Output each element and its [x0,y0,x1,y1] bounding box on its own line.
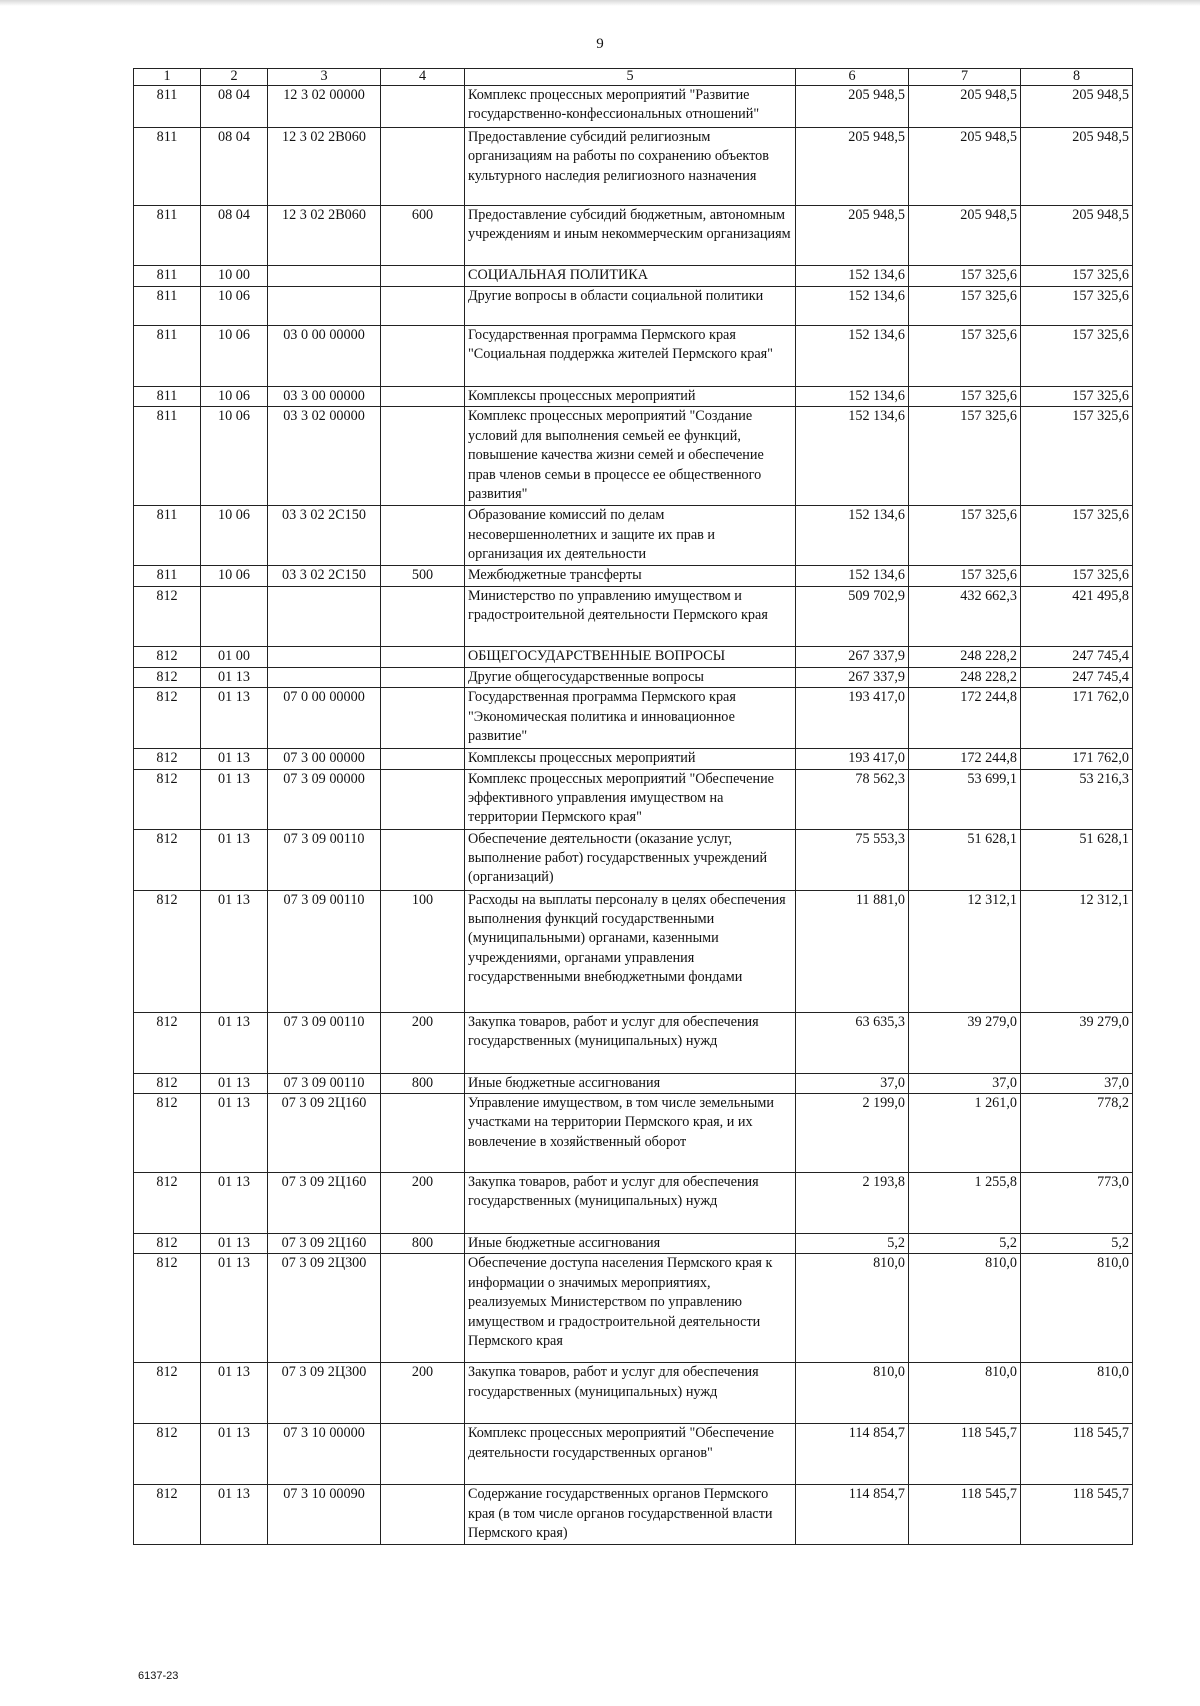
cell-admin-code: 812 [134,749,201,769]
cell-expense-type [381,407,465,506]
table-row [134,86,1133,128]
table-row [134,266,1133,287]
cell-amount-year1: 2 199,0 [796,1094,909,1173]
cell-target-article: 07 0 00 00000 [268,688,381,749]
cell-amount-year3: 810,0 [1021,1363,1133,1424]
cell-amount-year2: 248 228,2 [909,646,1021,667]
cell-amount-year1: 509 702,9 [796,586,909,646]
cell-expense-type [381,688,465,749]
table-row [134,890,1133,1012]
cell-amount-year2: 157 325,6 [909,326,1021,387]
cell-amount-year2: 118 545,7 [909,1424,1021,1485]
cell-amount-year1: 193 417,0 [796,749,909,769]
cell-expense-type: 200 [381,1012,465,1073]
cell-amount-year2: 157 325,6 [909,506,1021,566]
cell-amount-year1: 152 134,6 [796,407,909,506]
cell-amount-year3: 157 325,6 [1021,387,1133,407]
cell-name: Другие общегосударственные вопросы [465,667,796,687]
table-row [134,829,1133,890]
cell-expense-type [381,769,465,829]
cell-amount-year2: 157 325,6 [909,287,1021,326]
cell-target-article: 12 3 02 00000 [268,86,381,128]
cell-amount-year2: 157 325,6 [909,566,1021,586]
cell-target-article [268,646,381,667]
cell-name: Закупка товаров, работ и услуг для обеспечения государственных (муниципальных) нужд [465,1363,796,1424]
cell-name: Управление имуществом, в том числе земельными участками на территории Пермского края, и их вовлечение в хозяйственный оборот [465,1094,796,1173]
table-row [134,1012,1133,1073]
cell-amount-year1: 114 854,7 [796,1424,909,1485]
cell-target-article: 07 3 10 00090 [268,1485,381,1545]
cell-name: Иные бюджетные ассигнования [465,1234,796,1254]
cell-amount-year1: 205 948,5 [796,86,909,128]
table-row [134,1363,1133,1424]
cell-target-article [268,287,381,326]
cell-amount-year3: 778,2 [1021,1094,1133,1173]
cell-expense-type: 600 [381,206,465,266]
cell-amount-year1: 152 134,6 [796,287,909,326]
table-row [134,688,1133,749]
cell-amount-year1: 152 134,6 [796,566,909,586]
table-row [134,1424,1133,1485]
cell-admin-code: 812 [134,1363,201,1424]
cell-expense-type [381,1254,465,1363]
cell-amount-year3: 171 762,0 [1021,688,1133,749]
cell-admin-code: 812 [134,1173,201,1234]
cell-amount-year2: 810,0 [909,1363,1021,1424]
cell-target-article: 03 3 02 2С150 [268,506,381,566]
cell-target-article: 07 3 09 00110 [268,1012,381,1073]
cell-amount-year1: 37,0 [796,1073,909,1093]
cell-name: Комплекс процессных мероприятий "Создание условий для выполнения семьей ее функций, повышение качества жизни семей и обеспечение прав членов семьи в процессе ее общественного развития" [465,407,796,506]
cell-expense-type [381,586,465,646]
table-row [134,1073,1133,1093]
cell-admin-code: 812 [134,1012,201,1073]
cell-name: Предоставление субсидий религиозным организациям на работы по сохранению объектов культурного наследия религиозного назначения [465,128,796,206]
table-row [134,1254,1133,1363]
cell-amount-year2: 1 261,0 [909,1094,1021,1173]
cell-amount-year1: 810,0 [796,1363,909,1424]
cell-admin-code: 811 [134,128,201,206]
column-header: 6 [796,69,909,86]
cell-name: Другие вопросы в области социальной политики [465,287,796,326]
cell-amount-year1: 152 134,6 [796,387,909,407]
cell-amount-year2: 205 948,5 [909,86,1021,128]
cell-target-article: 12 3 02 2В060 [268,206,381,266]
cell-admin-code: 812 [134,1234,201,1254]
page-number: 9 [596,36,604,52]
cell-target-article: 07 3 09 2Ц160 [268,1234,381,1254]
cell-section-code: 08 04 [201,128,268,206]
cell-admin-code: 811 [134,326,201,387]
cell-amount-year3: 157 325,6 [1021,266,1133,287]
cell-amount-year1: 114 854,7 [796,1485,909,1545]
cell-amount-year3: 118 545,7 [1021,1485,1133,1545]
cell-admin-code: 812 [134,688,201,749]
cell-amount-year2: 157 325,6 [909,407,1021,506]
cell-amount-year1: 267 337,9 [796,667,909,687]
cell-amount-year2: 39 279,0 [909,1012,1021,1073]
cell-expense-type [381,287,465,326]
cell-amount-year2: 37,0 [909,1073,1021,1093]
cell-amount-year2: 12 312,1 [909,890,1021,1012]
cell-name: Образование комиссий по делам несовершеннолетних и защите их прав и организация их деятельности [465,506,796,566]
cell-section-code: 01 13 [201,1012,268,1073]
cell-amount-year2: 53 699,1 [909,769,1021,829]
table-row [134,749,1133,769]
cell-admin-code: 811 [134,86,201,128]
cell-target-article: 07 3 10 00000 [268,1424,381,1485]
cell-amount-year2: 172 244,8 [909,688,1021,749]
table-row [134,1173,1133,1234]
cell-name: Предоставление субсидий бюджетным, автономным учреждениям и иным некоммерческим организациям [465,206,796,266]
document-id: 6137-23 [138,1670,179,1682]
cell-amount-year1: 152 134,6 [796,266,909,287]
cell-admin-code: 811 [134,266,201,287]
cell-section-code: 01 13 [201,1173,268,1234]
cell-name: Комплексы процессных мероприятий [465,749,796,769]
cell-name: Закупка товаров, работ и услуг для обеспечения государственных (муниципальных) нужд [465,1012,796,1073]
cell-expense-type [381,1485,465,1545]
cell-name: Межбюджетные трансферты [465,566,796,586]
cell-amount-year3: 810,0 [1021,1254,1133,1363]
cell-section-code: 10 06 [201,566,268,586]
cell-name: Иные бюджетные ассигнования [465,1073,796,1093]
cell-section-code: 08 04 [201,86,268,128]
cell-expense-type [381,1094,465,1173]
cell-expense-type [381,506,465,566]
cell-amount-year2: 157 325,6 [909,266,1021,287]
cell-expense-type: 800 [381,1073,465,1093]
table-row [134,506,1133,566]
cell-amount-year3: 157 325,6 [1021,326,1133,387]
cell-name: Государственная программа Пермского края "Экономическая политика и инновационное развитие" [465,688,796,749]
column-header: 7 [909,69,1021,86]
cell-section-code: 01 13 [201,890,268,1012]
cell-admin-code: 812 [134,667,201,687]
cell-amount-year3: 247 745,4 [1021,667,1133,687]
cell-amount-year1: 75 553,3 [796,829,909,890]
cell-expense-type [381,829,465,890]
cell-section-code: 01 13 [201,1424,268,1485]
cell-name: Министерство по управлению имуществом и градостроительной деятельности Пермского края [465,586,796,646]
cell-section-code: 01 13 [201,769,268,829]
cell-expense-type [381,749,465,769]
cell-name: ОБЩЕГОСУДАРСТВЕННЫЕ ВОПРОСЫ [465,646,796,667]
cell-amount-year1: 267 337,9 [796,646,909,667]
cell-section-code: 10 06 [201,326,268,387]
table-row [134,128,1133,206]
cell-admin-code: 812 [134,1254,201,1363]
cell-admin-code: 811 [134,566,201,586]
column-header: 5 [465,69,796,86]
cell-name: Обеспечение доступа населения Пермского края к информации о значимых мероприятиях, реализуемых Министерством по управлению имуществом и градостроительной деятельности Пермского края [465,1254,796,1363]
cell-amount-year2: 205 948,5 [909,206,1021,266]
cell-section-code: 10 06 [201,506,268,566]
column-header: 3 [268,69,381,86]
cell-amount-year3: 118 545,7 [1021,1424,1133,1485]
cell-target-article: 07 3 09 00110 [268,890,381,1012]
cell-name: Комплекс процессных мероприятий "Обеспечение эффективного управления имуществом на территории Пермского края" [465,769,796,829]
cell-section-code: 01 13 [201,1234,268,1254]
cell-expense-type: 200 [381,1173,465,1234]
cell-amount-year2: 157 325,6 [909,387,1021,407]
cell-target-article: 07 3 09 00110 [268,829,381,890]
cell-target-article: 07 3 09 2Ц300 [268,1254,381,1363]
cell-amount-year3: 205 948,5 [1021,86,1133,128]
header-row [134,69,1133,86]
cell-amount-year1: 11 881,0 [796,890,909,1012]
cell-expense-type [381,387,465,407]
cell-amount-year2: 172 244,8 [909,749,1021,769]
cell-expense-type: 100 [381,890,465,1012]
column-header: 1 [134,69,201,86]
cell-amount-year3: 421 495,8 [1021,586,1133,646]
cell-amount-year1: 193 417,0 [796,688,909,749]
table-row [134,667,1133,687]
cell-name: Комплексы процессных мероприятий [465,387,796,407]
cell-amount-year1: 78 562,3 [796,769,909,829]
cell-expense-type [381,128,465,206]
cell-name: Расходы на выплаты персоналу в целях обеспечения выполнения функций государственными (муниципальными) органами, казенными учреждениями, органами управления государственными внебюджетными фондами [465,890,796,1012]
cell-amount-year2: 1 255,8 [909,1173,1021,1234]
cell-name: Комплекс процессных мероприятий "Развитие государственно-конфессиональных отношений" [465,86,796,128]
cell-section-code: 01 13 [201,667,268,687]
cell-target-article: 07 3 00 00000 [268,749,381,769]
cell-section-code: 01 13 [201,1254,268,1363]
cell-expense-type [381,646,465,667]
cell-amount-year3: 157 325,6 [1021,407,1133,506]
cell-admin-code: 812 [134,1073,201,1093]
cell-amount-year2: 5,2 [909,1234,1021,1254]
table-row [134,387,1133,407]
cell-expense-type: 800 [381,1234,465,1254]
cell-amount-year1: 2 193,8 [796,1173,909,1234]
cell-amount-year3: 39 279,0 [1021,1012,1133,1073]
cell-amount-year3: 171 762,0 [1021,749,1133,769]
cell-amount-year1: 205 948,5 [796,206,909,266]
cell-amount-year2: 432 662,3 [909,586,1021,646]
cell-amount-year1: 63 635,3 [796,1012,909,1073]
table-body [134,86,1133,1545]
cell-amount-year3: 51 628,1 [1021,829,1133,890]
cell-amount-year3: 205 948,5 [1021,128,1133,206]
cell-amount-year2: 810,0 [909,1254,1021,1363]
cell-admin-code: 812 [134,586,201,646]
cell-admin-code: 812 [134,1424,201,1485]
cell-section-code: 01 00 [201,646,268,667]
cell-admin-code: 811 [134,407,201,506]
cell-admin-code: 811 [134,506,201,566]
cell-expense-type [381,266,465,287]
cell-name: Содержание государственных органов Пермского края (в том числе органов государственной власти Пермского края) [465,1485,796,1545]
cell-name: Государственная программа Пермского края "Социальная поддержка жителей Пермского края" [465,326,796,387]
cell-section-code: 10 06 [201,287,268,326]
column-header: 4 [381,69,465,86]
cell-section-code [201,586,268,646]
cell-name: Обеспечение деятельности (оказание услуг, выполнение работ) государственных учреждений (организаций) [465,829,796,890]
cell-target-article: 12 3 02 2В060 [268,128,381,206]
cell-amount-year2: 248 228,2 [909,667,1021,687]
cell-expense-type [381,667,465,687]
cell-target-article [268,586,381,646]
cell-name: Закупка товаров, работ и услуг для обеспечения государственных (муниципальных) нужд [465,1173,796,1234]
cell-section-code: 01 13 [201,749,268,769]
cell-amount-year3: 53 216,3 [1021,769,1133,829]
cell-target-article: 03 3 02 2С150 [268,566,381,586]
cell-amount-year3: 205 948,5 [1021,206,1133,266]
cell-expense-type: 200 [381,1363,465,1424]
table-row [134,206,1133,266]
cell-amount-year3: 157 325,6 [1021,506,1133,566]
cell-section-code: 01 13 [201,829,268,890]
column-header: 2 [201,69,268,86]
scan-edge [0,0,1200,6]
cell-amount-year1: 810,0 [796,1254,909,1363]
cell-amount-year3: 247 745,4 [1021,646,1133,667]
cell-admin-code: 812 [134,646,201,667]
cell-amount-year3: 157 325,6 [1021,566,1133,586]
cell-amount-year3: 157 325,6 [1021,287,1133,326]
cell-admin-code: 811 [134,387,201,407]
cell-target-article [268,667,381,687]
table-row [134,769,1133,829]
cell-section-code: 01 13 [201,1363,268,1424]
table-row [134,407,1133,506]
table-row [134,1094,1133,1173]
cell-target-article: 03 3 00 00000 [268,387,381,407]
cell-target-article: 03 3 02 00000 [268,407,381,506]
cell-admin-code: 812 [134,769,201,829]
cell-admin-code: 812 [134,829,201,890]
cell-amount-year1: 152 134,6 [796,506,909,566]
cell-section-code: 10 06 [201,407,268,506]
cell-amount-year1: 5,2 [796,1234,909,1254]
cell-name: СОЦИАЛЬНАЯ ПОЛИТИКА [465,266,796,287]
cell-section-code: 01 13 [201,688,268,749]
table-row [134,646,1133,667]
table-row [134,326,1133,387]
cell-target-article: 07 3 09 00000 [268,769,381,829]
cell-target-article: 07 3 09 2Ц160 [268,1173,381,1234]
cell-admin-code: 812 [134,1485,201,1545]
cell-section-code: 08 04 [201,206,268,266]
table-row [134,1485,1133,1545]
cell-expense-type [381,326,465,387]
cell-amount-year3: 773,0 [1021,1173,1133,1234]
cell-section-code: 01 13 [201,1073,268,1093]
cell-amount-year3: 12 312,1 [1021,890,1133,1012]
cell-admin-code: 812 [134,1094,201,1173]
cell-amount-year3: 37,0 [1021,1073,1133,1093]
table-row [134,287,1133,326]
cell-target-article: 03 0 00 00000 [268,326,381,387]
table-row [134,586,1133,646]
cell-section-code: 01 13 [201,1485,268,1545]
cell-amount-year2: 51 628,1 [909,829,1021,890]
cell-expense-type: 500 [381,566,465,586]
cell-expense-type [381,1424,465,1485]
cell-target-article [268,266,381,287]
cell-admin-code: 812 [134,890,201,1012]
cell-section-code: 01 13 [201,1094,268,1173]
cell-section-code: 10 06 [201,387,268,407]
cell-admin-code: 811 [134,287,201,326]
column-header: 8 [1021,69,1133,86]
budget-table [133,68,1133,1545]
cell-amount-year1: 152 134,6 [796,326,909,387]
cell-expense-type [381,86,465,128]
cell-admin-code: 811 [134,206,201,266]
cell-target-article: 07 3 09 00110 [268,1073,381,1093]
cell-amount-year2: 205 948,5 [909,128,1021,206]
cell-amount-year3: 5,2 [1021,1234,1133,1254]
table-row [134,566,1133,586]
cell-target-article: 07 3 09 2Ц160 [268,1094,381,1173]
table-row [134,1234,1133,1254]
cell-name: Комплекс процессных мероприятий "Обеспечение деятельности государственных органов" [465,1424,796,1485]
cell-amount-year1: 205 948,5 [796,128,909,206]
cell-section-code: 10 00 [201,266,268,287]
cell-target-article: 07 3 09 2Ц300 [268,1363,381,1424]
cell-amount-year2: 118 545,7 [909,1485,1021,1545]
